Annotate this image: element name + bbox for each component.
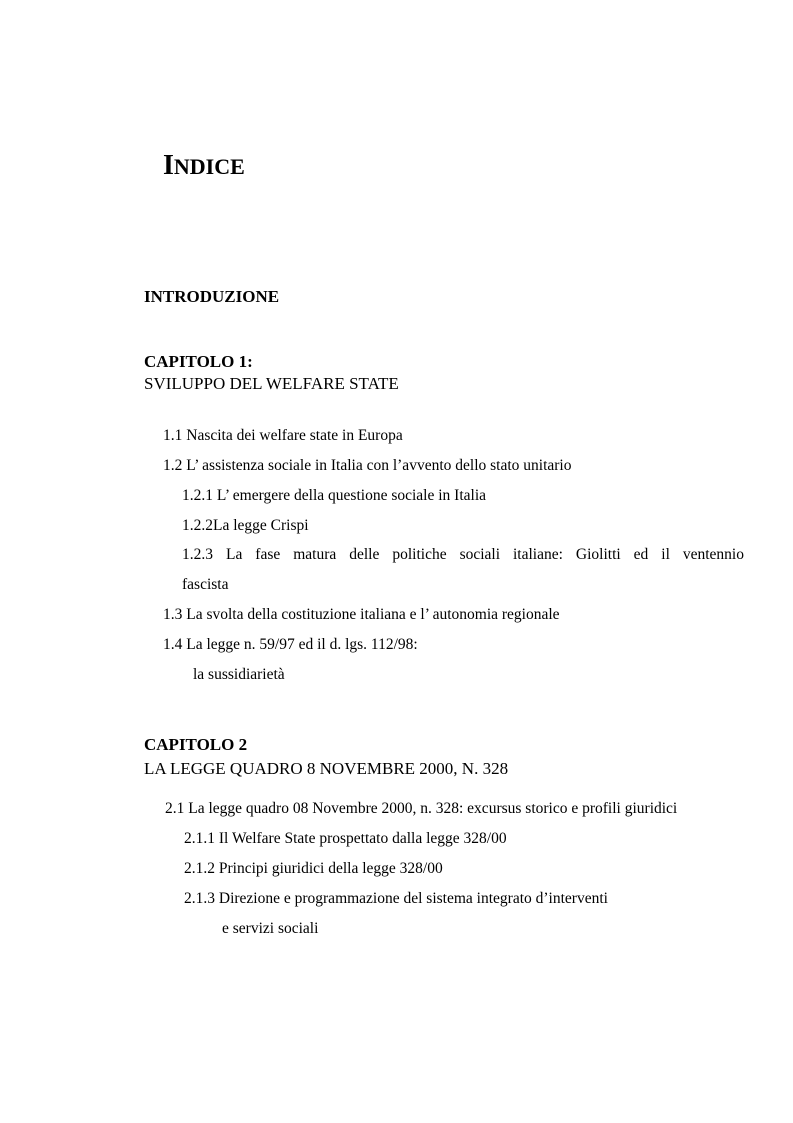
introduction-heading: INTRODUZIONE bbox=[144, 287, 280, 306]
index-title-initial: I bbox=[163, 150, 174, 181]
chapter-2-label: CAPITOLO 2 bbox=[144, 735, 248, 754]
toc-entry-2-1-3: 2.1.3 Direzione e programmazione del sistema integrato d’interventi bbox=[184, 890, 608, 907]
toc-entry-2-1-3-continuation: e servizi sociali bbox=[222, 920, 319, 937]
index-title-rest: NDICE bbox=[173, 154, 245, 179]
toc-entry-1-4-continuation: la sussidiarietà bbox=[193, 666, 285, 683]
toc-entry-2-1-1: 2.1.1 Il Welfare State prospettato dalla legge 328/00 bbox=[184, 830, 507, 847]
toc-entry-1-2: 1.2 L’ assistenza sociale in Italia con l’avvento dello stato unitario bbox=[163, 457, 572, 474]
toc-entry-1-4: 1.4 La legge n. 59/97 ed il d. lgs. 112/98: bbox=[163, 636, 418, 653]
toc-entry-1-3: 1.3 La svolta della costituzione italiana e l’ autonomia regionale bbox=[163, 606, 560, 623]
toc-entry-1-1: 1.1 Nascita dei welfare state in Europa bbox=[163, 427, 403, 444]
toc-entry-1-2-3: 1.2.3 La fase matura delle politiche sociali italiane: Giolitti ed il ventennio bbox=[182, 546, 744, 563]
toc-entry-1-2-3-continuation: fascista bbox=[182, 576, 229, 593]
chapter-1-title: SVILUPPO DEL WELFARE STATE bbox=[144, 374, 399, 393]
toc-entry-2-1-2: 2.1.2 Principi giuridici della legge 328/00 bbox=[184, 860, 443, 877]
toc-entry-1-2-2: 1.2.2La legge Crispi bbox=[182, 517, 309, 534]
toc-entry-1-2-1: 1.2.1 L’ emergere della questione sociale in Italia bbox=[182, 487, 487, 504]
toc-entry-2-1: 2.1 La legge quadro 08 Novembre 2000, n. 328: excursus storico e profili giuridici bbox=[165, 800, 678, 817]
index-title bbox=[163, 152, 245, 180]
chapter-1-label: CAPITOLO 1: bbox=[144, 352, 253, 371]
chapter-2-title: LA LEGGE QUADRO 8 NOVEMBRE 2000, N. 328 bbox=[144, 759, 509, 778]
